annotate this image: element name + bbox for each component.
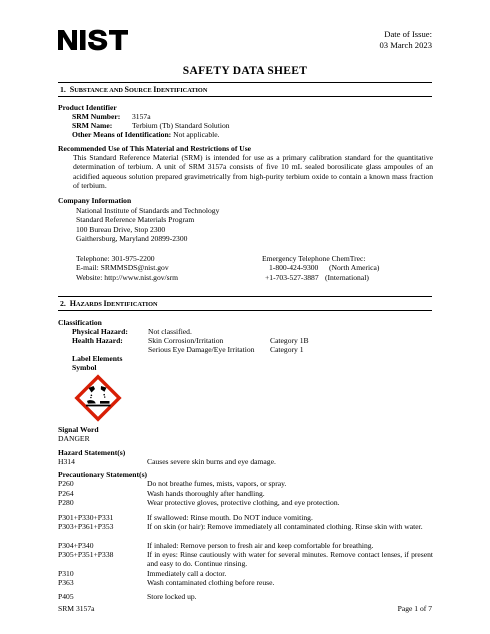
issue-date-block: [379, 29, 432, 50]
signal-word-label: Signal Word: [58, 425, 99, 434]
health-hazard-name: Skin Corrosion/Irritation: [148, 336, 224, 345]
hazard-statement-code: H314: [58, 457, 75, 466]
nist-logo: [58, 28, 134, 52]
symbol-label: Symbol: [72, 363, 97, 372]
emergency-na-number: 1-800-424-9300: [269, 263, 319, 273]
emergency-na-region: (North America): [329, 263, 380, 273]
physical-hazard-label: Physical Hazard:: [72, 327, 128, 336]
health-hazard-label: Health Hazard:: [72, 336, 123, 345]
precaution-text: If swallowed: Rinse mouth. Do NOT induce vomiting.: [147, 513, 313, 522]
precautionary-texts-group1: [147, 479, 340, 508]
label-elements-label: Label Elements: [72, 354, 123, 363]
contact-block: [76, 254, 178, 282]
precaution-text: Immediately call a doctor.: [147, 569, 227, 578]
srm-number-label: SRM Number:: [72, 112, 121, 121]
precaution-text: Wash contaminated clothing before reuse.: [147, 578, 275, 587]
issue-date-label: Date of Issue:: [384, 29, 432, 39]
other-means-label: Other Means of Identification:: [72, 130, 172, 139]
precaution-text: Wear protective gloves, protective clothing, and eye protection.: [147, 498, 340, 508]
precaution-code: P304+P340: [58, 541, 94, 550]
company-line: Standard Reference Materials Program: [76, 215, 195, 225]
precaution-code: P260: [58, 479, 74, 488]
precaution-code: P264: [58, 488, 74, 498]
hazard-statements-label: Hazard Statement(s): [58, 448, 126, 457]
physical-hazard-value: Not classified.: [148, 327, 192, 336]
health-hazard-category: Category 1: [270, 345, 304, 354]
ghs-corrosion-pictogram-icon: [74, 374, 122, 422]
signal-word: DANGER: [58, 434, 90, 443]
precaution-text: Do not breathe fumes, mists, vapors, or spray.: [147, 479, 287, 488]
company-info-label: Company Information: [58, 196, 132, 205]
emergency-intl-number: +1-703-527-3887: [265, 272, 319, 282]
other-means-value: Not applicable.: [173, 130, 220, 139]
precaution-code: P303+P361+P353: [58, 522, 114, 531]
emergency-label: Emergency Telephone ChemTrec:: [262, 254, 366, 263]
email: E-mail: SRMMSDS@nist.gov: [76, 263, 169, 273]
section2-top-rule: [58, 296, 432, 297]
company-line: 100 Bureau Drive, Stop 2300: [76, 224, 166, 234]
emergency-intl-region: (International): [325, 272, 369, 282]
precaution-text: If in eyes: Rinse cautiously with water for several minutes. Remove contact lenses, if present and easy to do. Continue rinsing.: [147, 550, 433, 569]
other-means-row: [72, 130, 220, 139]
srm-name: Terbium (Tb) Standard Solution: [132, 121, 230, 130]
health-hazard-category: Category 1B: [270, 336, 309, 345]
company-address: [76, 206, 219, 244]
precautionary-label: Precautionary Statement(s): [58, 470, 148, 479]
issue-date: 03 March 2023: [379, 39, 432, 50]
health-hazard-name: Serious Eye Damage/Eye Irritation: [148, 345, 255, 354]
precaution-text: If on skin (or hair): Remove immediately all contaminated clothing. Rinse skin with water.: [147, 522, 423, 531]
precaution-text: Wash hands thoroughly after handling.: [147, 488, 265, 498]
srm-name-label: SRM Name:: [72, 121, 113, 130]
document-title: SAFETY DATA SHEET: [182, 65, 308, 77]
recommended-use-text: This Standard Reference Material (SRM) is intended for use as a primary calibration standard for the quantitative determination of terbium. A unit of SRM 3157a consists of five 10 mL sealed borosilicate glass ampoules of an acidified aqueous solution prepared gravimetrically from high-purity terbium oxide to contain a known mass fraction of terbium.: [73, 153, 433, 191]
precaution-code: P310: [58, 569, 74, 578]
precaution-code: P305+P351+P338: [58, 550, 114, 559]
section1-top-rule: [58, 82, 432, 83]
product-identifier-label: Product Identifier: [58, 103, 117, 112]
precaution-code: P280: [58, 498, 74, 508]
section1-bottom-rule: [58, 96, 432, 97]
precaution-code: P301+P330+P331: [58, 513, 114, 522]
company-line: Gaithersburg, Maryland 20899-2300: [76, 234, 188, 244]
precaution-code: P363: [58, 578, 74, 587]
precautionary-codes-group1: [58, 479, 74, 508]
footer-page-number: Page 1 of 7: [397, 604, 432, 613]
srm-number: 3157a: [132, 112, 151, 121]
emergency-block: [262, 254, 379, 282]
precaution-text: Store locked up.: [147, 592, 197, 601]
hazard-statement-text: Causes severe skin burns and eye damage.: [147, 457, 276, 466]
footer-document-id: SRM 3157a: [58, 604, 95, 613]
section2-heading: 2. HAZARDS IDENTIFICATION: [60, 299, 158, 308]
recommended-use-label: Recommended Use of This Material and Restrictions of Use: [58, 144, 252, 153]
section2-bottom-rule: [58, 310, 432, 311]
precaution-text: If inhaled: Remove person to fresh air and keep comfortable for breathing.: [147, 541, 374, 550]
classification-label: Classification: [58, 318, 102, 327]
company-line: National Institute of Standards and Technology: [76, 206, 220, 215]
precaution-code: P405: [58, 592, 74, 601]
website: Website: http://www.nist.gov/srm: [76, 272, 179, 282]
telephone: Telephone: 301-975-2200: [76, 254, 155, 263]
section1-heading: 1. SUBSTANCE AND SOURCE IDENTIFICATION: [60, 85, 208, 94]
page-footer: [58, 604, 432, 613]
